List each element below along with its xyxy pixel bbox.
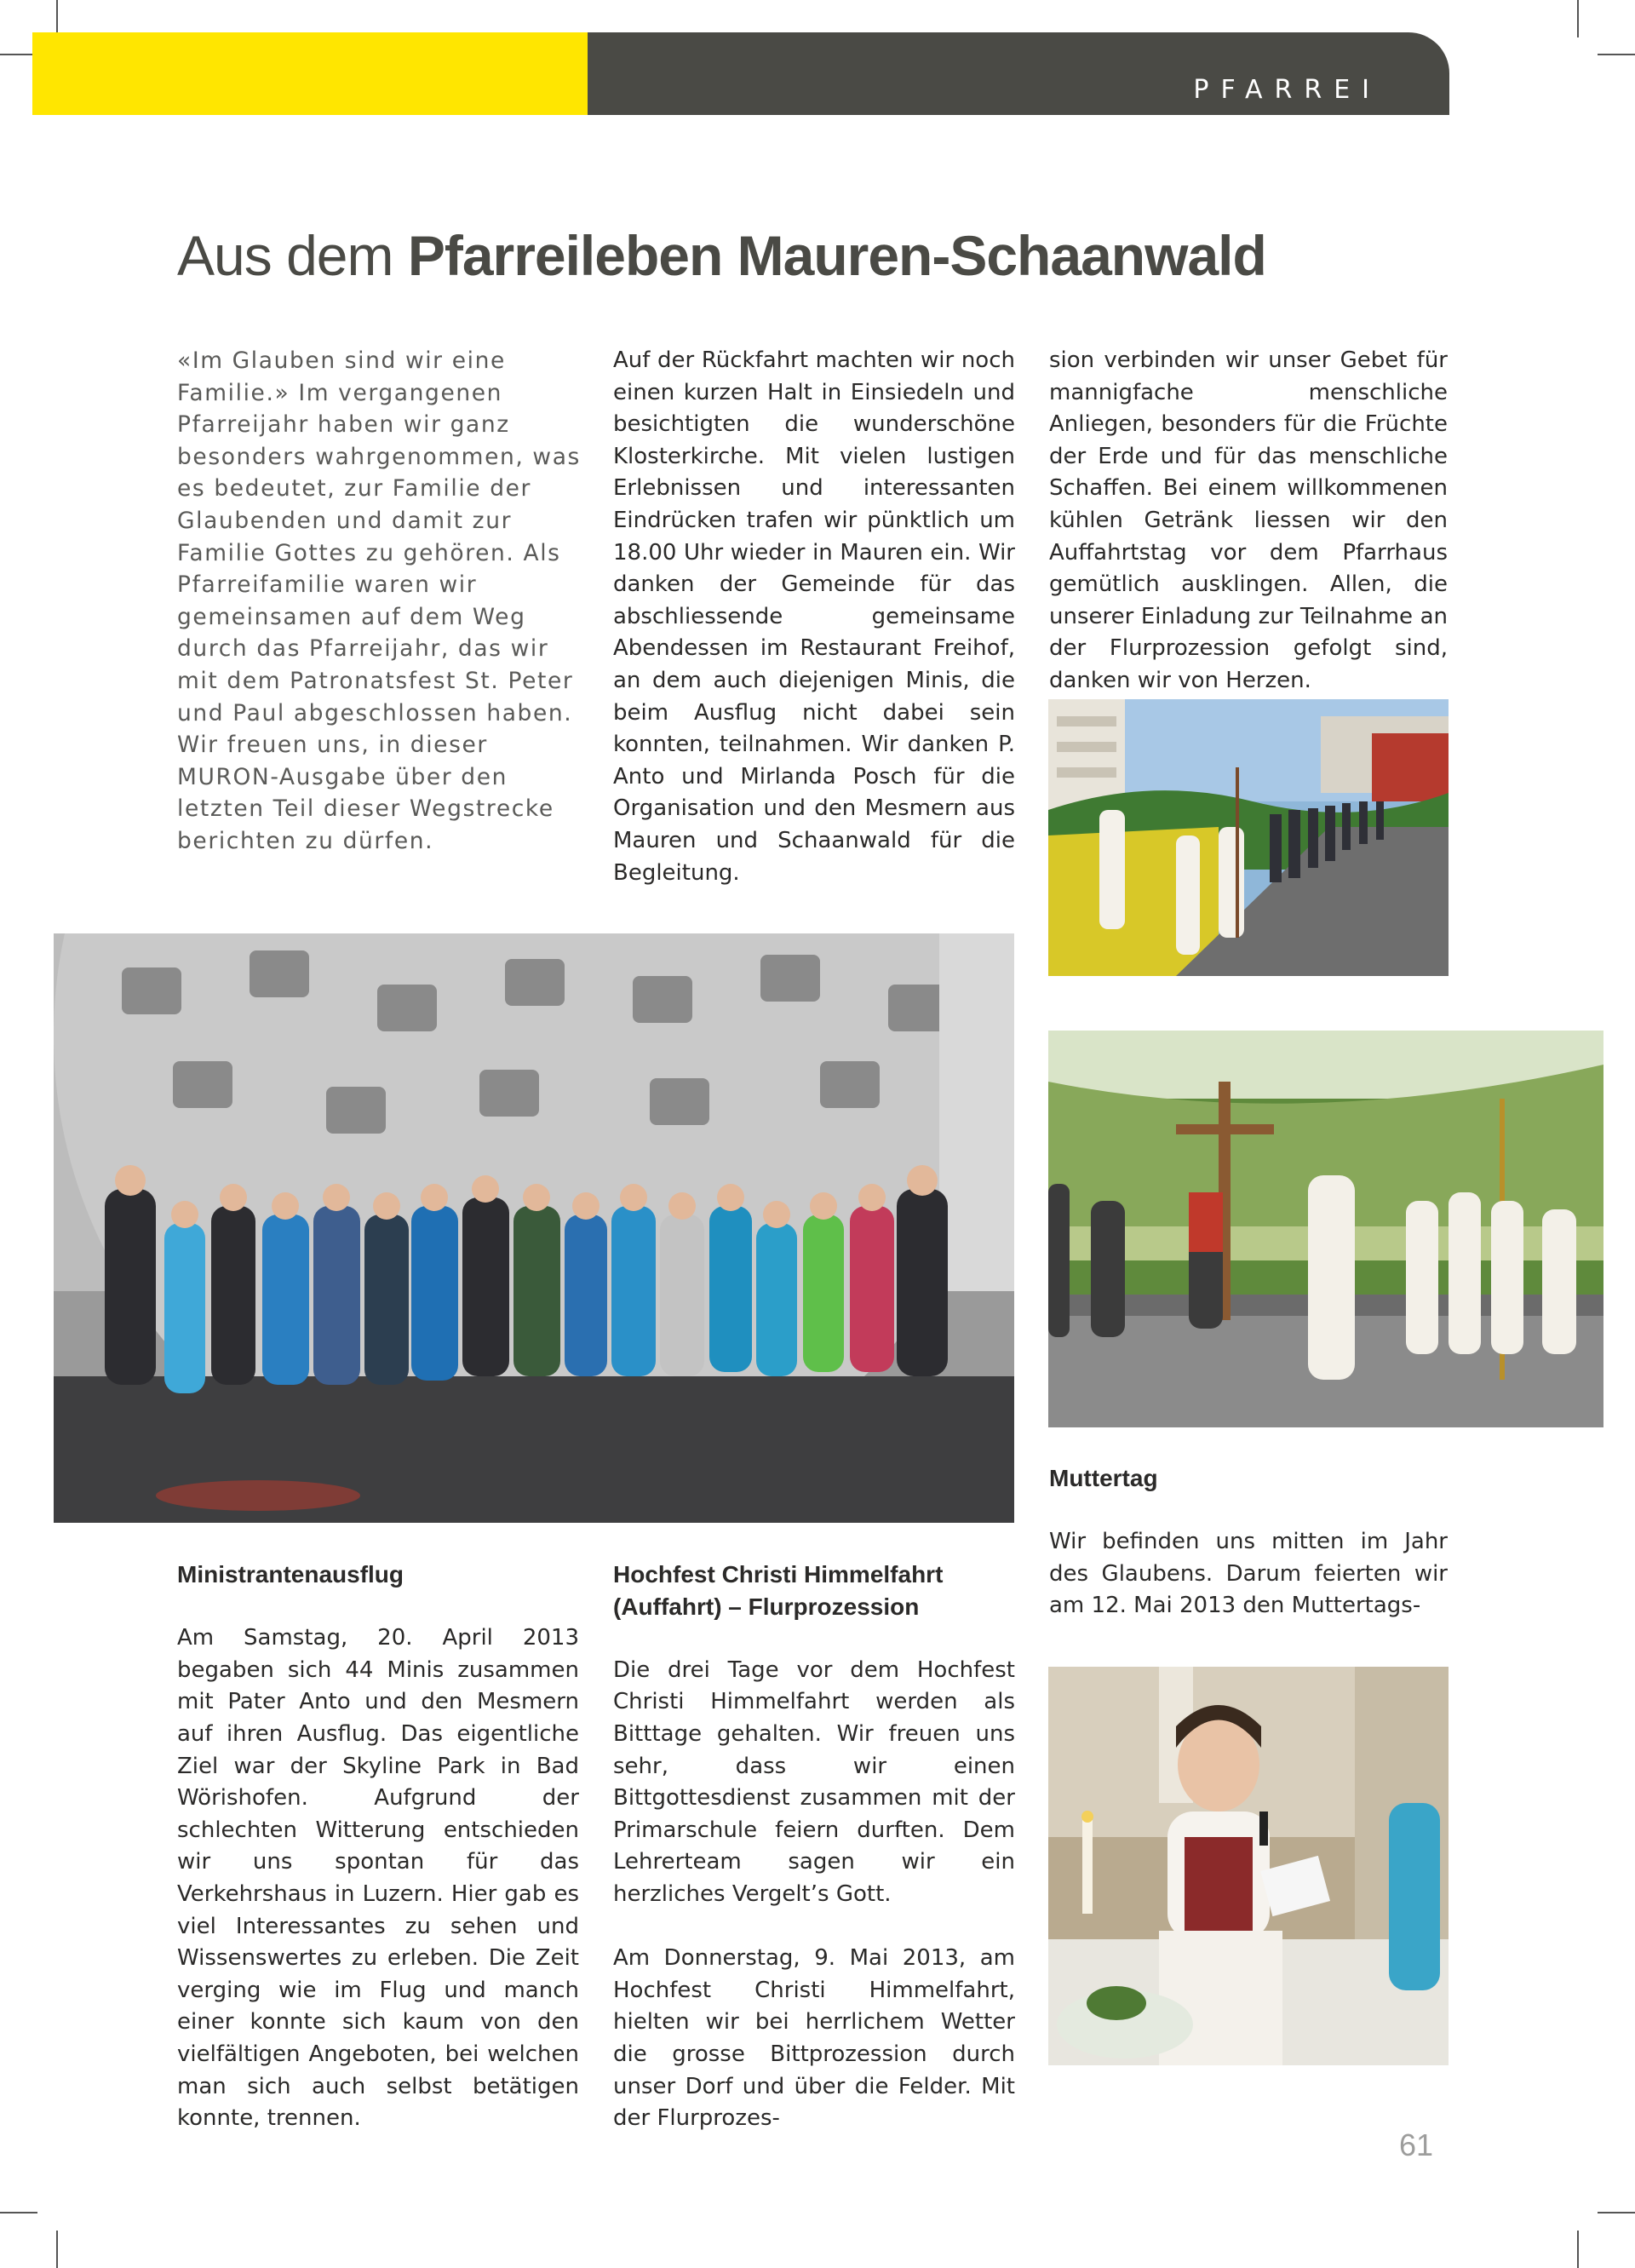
ministranten-section — [177, 1559, 579, 2135]
middle-column-top — [613, 345, 1015, 889]
crop-mark — [56, 2231, 58, 2268]
title-light: Aus dem — [177, 224, 393, 287]
blessing-image — [1048, 1031, 1603, 1427]
middle-top-text: Auf der Rückfahrt machten wir noch einen kurzen Halt in Einsiedeln und besichtigten die wunderschöne Klosterkirche. Mit vielen lustigen Erlebnissen und interessanten Eindrücken trafen wir pünktlich um 18.00 Uhr wieder in Mauren ein. Wir danken der Gemeinde für das abschliessende gemeinsame Abendessen im Restaurant Freihof, an dem auch diejenigen Minis, die beim Ausflug nicht dabei sein konnten, teilnahmen. Wir danken P. Anto und Mirlanda Posch für die Organisation und den Mesmern aus Mauren und Schaanwald für die Begleitung. — [613, 347, 1015, 886]
group-photo — [54, 933, 1014, 1523]
blessing-photo — [1048, 1031, 1603, 1427]
procession-photo — [1048, 699, 1449, 976]
crop-mark — [1577, 2231, 1579, 2268]
ministranten-heading: Ministrantenausflug — [177, 1561, 404, 1588]
right-column-top — [1049, 345, 1448, 698]
himmelfahrt-heading: Hochfest Christi Himmelfahrt (Auffahrt) – Flurprozession — [613, 1561, 944, 1620]
intro-column — [177, 345, 582, 858]
girl-reading-photo — [1048, 1667, 1449, 2065]
crop-mark — [1577, 0, 1579, 37]
muttertag-section — [1049, 1462, 1448, 1622]
header-accent-bar — [32, 32, 588, 115]
title-bold: Pfarreileben Mauren-Schaanwald — [407, 224, 1266, 287]
page-number: 61 — [1399, 2127, 1434, 2162]
crop-mark — [1598, 54, 1635, 55]
header-bar — [588, 32, 1449, 115]
ministranten-text: Am Samstag, 20. April 2013 begaben sich 44 Minis zusammen mit Pater Anto und den Mesmern auf ihren Ausflug. Das eigentliche Ziel war der Skyline Park in Bad Wörishofen. Aufgrund der schlechten Witterung entschieden wir uns spontan für das Verkehrshaus in Luzern. Hier gab es viel Interessantes zu sehen und Wissenswertes zu erleben. Die Zeit verging wie im Flug und manch einer konnte sich kaum von den vielfältigen Angeboten, bei welchen man sich auch selbst betätigen konnte, trennen. — [177, 1625, 579, 2132]
procession-image — [1048, 699, 1449, 976]
right-top-text: sion verbinden wir unser Gebet für mannigfache menschliche Anliegen, besonders für die Früchte der Erde und für das menschliche Schaffen. Bei einem willkommenen kühlen Getränk liessen wir den Auffahrtstag vor dem Pfarrhaus gemütlich ausklingen. Allen, die unserer Einladung zur Teilnahme an der Flurprozession gefolgt sind, danken wir von Herzen. — [1049, 347, 1448, 693]
himmelfahrt-paragraph-1: Die drei Tage vor dem Hochfest Christi Himmelfahrt werden als Bitttage gehalten. Wir freuen uns sehr, dass wir einen Bittgottesdienst zusammen mit der Primarschule feiern durften. Dem Lehrerteam sagen wir ein herzliches Vergelt’s Gott. — [613, 1657, 1015, 1907]
himmelfahrt-paragraph-2: Am Donnerstag, 9. Mai 2013, am Hochfest Christi Himmelfahrt, hielten wir bei herrlichem Wetter die grosse Bittprozession durch unser Dorf und über die Felder. Mit der Flurprozes- — [613, 1945, 1015, 2132]
himmelfahrt-section — [613, 1559, 1015, 2135]
crop-mark — [1598, 2212, 1635, 2213]
muttertag-text: Wir befinden uns mitten im Jahr des Glaubens. Darum feierten wir am 12. Mai 2013 den Muttertags- — [1049, 1529, 1448, 1619]
group-image — [54, 933, 1014, 1523]
muttertag-heading: Muttertag — [1049, 1465, 1158, 1491]
page-title — [177, 223, 1266, 288]
girl-reading-image — [1048, 1667, 1449, 2065]
intro-text: «Im Glauben sind wir eine Familie.» Im vergangenen Pfarreijahr haben wir ganz besonders wahrgenommen, was es bedeutet, zur Familie der Glaubenden und damit zur Familie Gottes zu gehören. Als Pfarreifamilie waren wir gemeinsamen auf dem Weg durch das Pfarreijahr, das wir mit dem Patronatsfest St. Peter und Paul abgeschlossen haben. Wir freuen uns, in dieser MURON-Ausgabe über den letzten Teil dieser Wegstrecke berichten zu dürfen. — [177, 347, 581, 854]
section-label: PFARREI — [1193, 75, 1381, 105]
crop-mark — [0, 2212, 37, 2213]
